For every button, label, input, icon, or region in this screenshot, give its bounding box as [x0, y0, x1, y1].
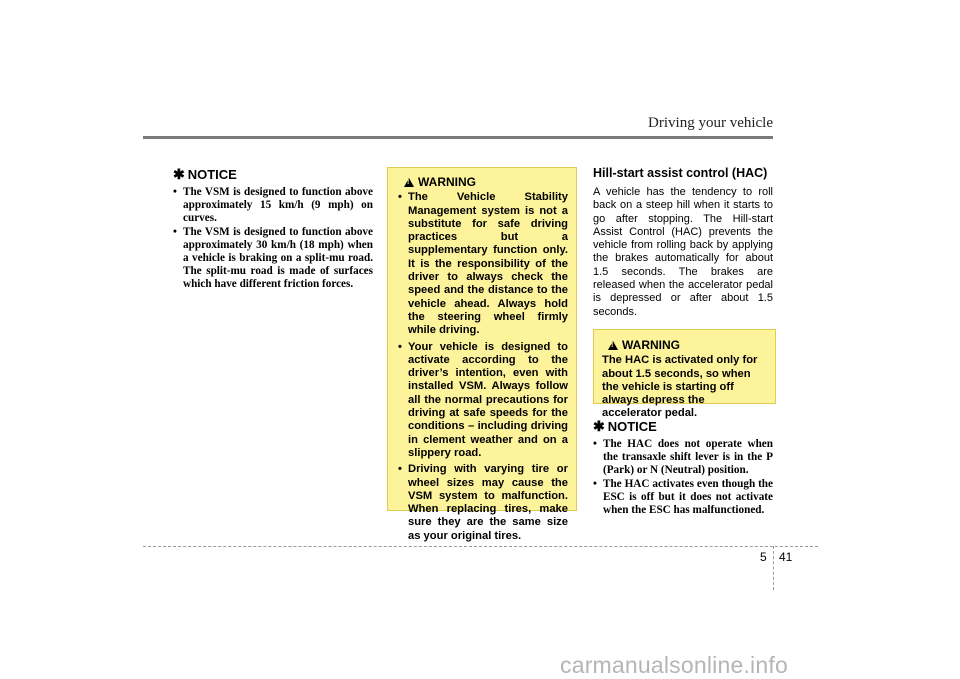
- footer-divider: [143, 546, 818, 547]
- notice-item: • The HAC does not operate when the transaxle shift lever is in the P (Park) or N (Neutral) position.: [593, 438, 773, 478]
- warning-list: [398, 191, 568, 543]
- notice-heading: [173, 166, 373, 183]
- warning-item: • Driving with varying tire or wheel sizes may cause the VSM system to malfunction. When replacing tires, make sure they are the same size as your original tires.: [398, 463, 568, 543]
- notice-list: [173, 186, 373, 292]
- hac-warning-box: [593, 329, 776, 420]
- warning-title: WARNING: [418, 175, 476, 189]
- warning-title: WARNING: [622, 337, 680, 352]
- notice-star-icon: ✱: [593, 417, 605, 434]
- notice-item: • The HAC activates even though the ESC is off but it does not activate when the ESC has malfunctioned.: [593, 478, 773, 518]
- notice-list: [593, 438, 773, 517]
- vsm-warning-box: [387, 167, 577, 542]
- notice-title: NOTICE: [187, 167, 237, 182]
- right-column: [593, 166, 773, 517]
- page-number-divider: [773, 546, 774, 590]
- warning-triangle-icon: [404, 178, 414, 187]
- hac-warning-text: The HAC is activated only for about 1.5 seconds, so when the vehicle is starting off always depress the accelerator pedal.: [602, 354, 758, 420]
- warning-item: • Your vehicle is designed to activate according to the driver’s intention, even with installed VSM. Always follow all the normal precautions for driving at safe speeds for the conditions – including driving in clement weather and on a slippery road.: [398, 341, 568, 461]
- warning-triangle-icon: [608, 341, 618, 350]
- warning-item: • The Vehicle Stability Management system is not a substitute for safe driving practices but a supplementary function only. It is the responsibility of the driver to always check the speed and the distance to the vehicle ahead. Always hold the steering wheel firmly while driving.: [398, 191, 568, 337]
- section-header-title: Driving your vehicle: [648, 115, 773, 131]
- header-divider: [143, 136, 773, 139]
- chapter-number: 5: [760, 550, 767, 564]
- notice-item: • The VSM is designed to function above approximately 15 km/h (9 mph) on curves.: [173, 186, 373, 226]
- notice-item: • The VSM is designed to function above approximately 30 km/h (18 mph) when a vehicle is braking on a split-mu road. The split-mu road is made of surfaces which have different friction forces.: [173, 226, 373, 292]
- left-column: [173, 166, 373, 292]
- hac-section-title: Hill-start assist control (HAC): [593, 166, 768, 180]
- warning-heading: [608, 339, 767, 352]
- page-number: 41: [779, 550, 793, 564]
- warning-heading: [404, 176, 568, 189]
- notice-title: NOTICE: [607, 418, 657, 434]
- notice-star-icon: ✱: [173, 166, 185, 182]
- hac-body-text: A vehicle has the tendency to roll back on a steep hill when it starts to go after stopping. The Hill-start Assist Control (HAC) prevents the vehicle from rolling back by applying the brakes automatically for about 1.5 seconds. The brakes are released when the accelerator pedal is depressed or after about 1.5 seconds.: [593, 186, 773, 318]
- watermark: carmanualsonline.info: [560, 652, 788, 678]
